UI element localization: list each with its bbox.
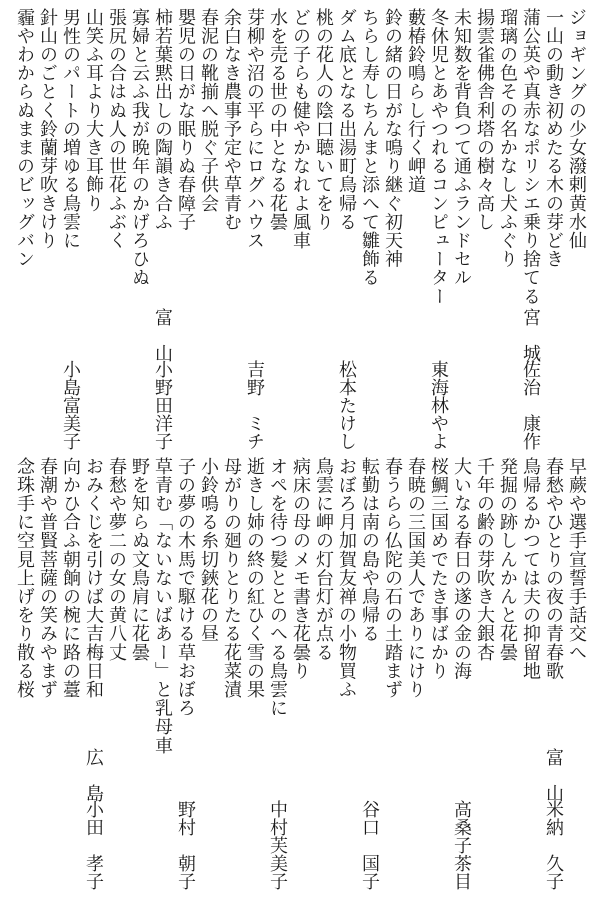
author-prefecture: 宮 城 xyxy=(520,308,541,362)
author-name: 谷口 国子 xyxy=(359,800,380,890)
haiku-line: ちらし寿しちんまと添へて雛飾る xyxy=(359,8,380,287)
haiku-line: 早蕨や選手宣誓手話交へ xyxy=(566,457,587,662)
haiku-line: 春暁の三国美人でありにけり xyxy=(405,457,426,699)
haiku-line: 草青む「ないないばあー」と乳母車 xyxy=(152,457,173,755)
haiku-line: 霾やわからぬままのビッグバン xyxy=(14,8,35,269)
author-name: 高桑子茶目 xyxy=(451,800,472,890)
haiku-line: 鈴の緒の日がな鳴り継ぐ初天神 xyxy=(382,8,403,269)
haiku-line: 寡婦と云ふ我が晩年のかげろひぬ xyxy=(129,8,150,287)
haiku-line: 大いなる春日の遂の金の海 xyxy=(451,457,472,681)
haiku-line: 嬰児の日がな眠りぬ春障子 xyxy=(175,8,196,232)
author-prefecture: 広 島 xyxy=(83,748,104,802)
haiku-line: おぼろ月加賀友禅の小物買ふ xyxy=(336,457,357,699)
author-name: 小野田洋子 xyxy=(152,360,173,450)
author-name: 中村芙美子 xyxy=(267,800,288,890)
author-name: 佐治 康作 xyxy=(520,360,541,450)
haiku-line: 一山の動き初めたる木の芽どき xyxy=(543,8,564,269)
haiku-line: 鳥雲に岬の灯台灯が点る xyxy=(313,457,334,662)
haiku-line: 瑠璃の色その名かなし犬ふぐり xyxy=(497,8,518,269)
haiku-line: 野を知らぬ文鳥肩に花曇 xyxy=(129,457,150,662)
author-prefecture: 富 山 xyxy=(543,748,564,802)
haiku-line: 針山のごとく鈴蘭芽吹きけり xyxy=(37,8,58,250)
author-name: 東海林やよ xyxy=(428,360,449,450)
haiku-line: 未知数を背負つて通ふランドセル xyxy=(451,8,472,287)
haiku-line: 藪椿鈴鳴らし行く岬道 xyxy=(405,8,426,194)
haiku-line: 春泥の靴揃へ脱ぐ子供会 xyxy=(198,8,219,213)
haiku-line: 揚雲雀佛舎利塔の樹々高し xyxy=(474,8,495,232)
haiku-line: 転勤は南の島や鳥帰る xyxy=(359,457,380,643)
haiku-line: 蒲公英や真赤なポリシエ乗り捨てる xyxy=(520,8,541,306)
haiku-line: 余白なき農事予定や草青む xyxy=(221,8,242,232)
haiku-line: 向かひ合ふ朝餉の椀に路の薹 xyxy=(60,457,81,699)
haiku-line: 桃の花人の陰口聴いてをり xyxy=(313,8,334,232)
haiku-line: どの子らも健やかなれよ風車 xyxy=(290,8,311,250)
author-name: 小島富美子 xyxy=(60,360,81,450)
author-name: 吉野 ミチ xyxy=(244,360,265,450)
author-name: 松本たけし xyxy=(336,360,357,450)
haiku-line: ダム底となる出湯町鳥帰る xyxy=(336,8,357,232)
haiku-line: 春愁やひとりの夜の青春歌 xyxy=(543,457,564,681)
haiku-line: ジョギングの少女潑剌黄水仙 xyxy=(566,8,587,250)
haiku-line: 念珠手に空見上げをり散る桜 xyxy=(14,457,35,699)
haiku-line: 病床の母のメモ書き花曇り xyxy=(290,457,311,681)
haiku-line: 芽柳や沼の平らにログハウス xyxy=(244,8,265,250)
haiku-line: 千年の齢の芽吹き大銀杏 xyxy=(474,457,495,662)
haiku-line: 水を売る世の中となる花曇 xyxy=(267,8,288,232)
haiku-line: 春うらら仏陀の石の土踏まず xyxy=(382,457,403,699)
haiku-line: 山笑ふ耳より大き耳飾り xyxy=(83,8,104,213)
haiku-line: 逝きし姉の終の紅ひく雪の果 xyxy=(244,457,265,699)
author-name: 小田 孝子 xyxy=(83,800,104,890)
haiku-line: 桜鯛三国めでたき事ばかり xyxy=(428,457,449,681)
haiku-line: 鳥帰るかつては夫の抑留地 xyxy=(520,457,541,681)
haiku-line: 柿若葉黙出しの陶韻き合ふ xyxy=(152,8,173,232)
haiku-line: 春愁や夢二の女の黄八丈 xyxy=(106,457,127,662)
haiku-line: オペを待つ髪ととのへる鳥雲に xyxy=(267,457,288,718)
haiku-line: 発掘の跡しんかんと花曇 xyxy=(497,457,518,662)
author-name: 野村 朝子 xyxy=(175,800,196,890)
haiku-line: 張尻の合はぬ人の世花ふぶく xyxy=(106,8,127,250)
author-name: 米納 久子 xyxy=(543,800,564,890)
haiku-line: 子の夢の木馬で駆ける草おぼろ xyxy=(175,457,196,718)
haiku-line: 男性のパートの増ゆる鳥雲に xyxy=(60,8,81,250)
haiku-line: 冬休児とあやつれるコンピューター xyxy=(428,8,449,306)
haiku-line: 小鈴鳴る糸切鋏花の昼 xyxy=(198,457,219,643)
author-prefecture: 富 山 xyxy=(152,308,173,362)
haiku-line: 春潮や普賢菩薩の笑みやまず xyxy=(37,457,58,699)
haiku-line: 母がりの廻りとりたる花菜漬 xyxy=(221,457,242,699)
haiku-line: おみくじを引けば大吉梅日和 xyxy=(83,457,104,699)
